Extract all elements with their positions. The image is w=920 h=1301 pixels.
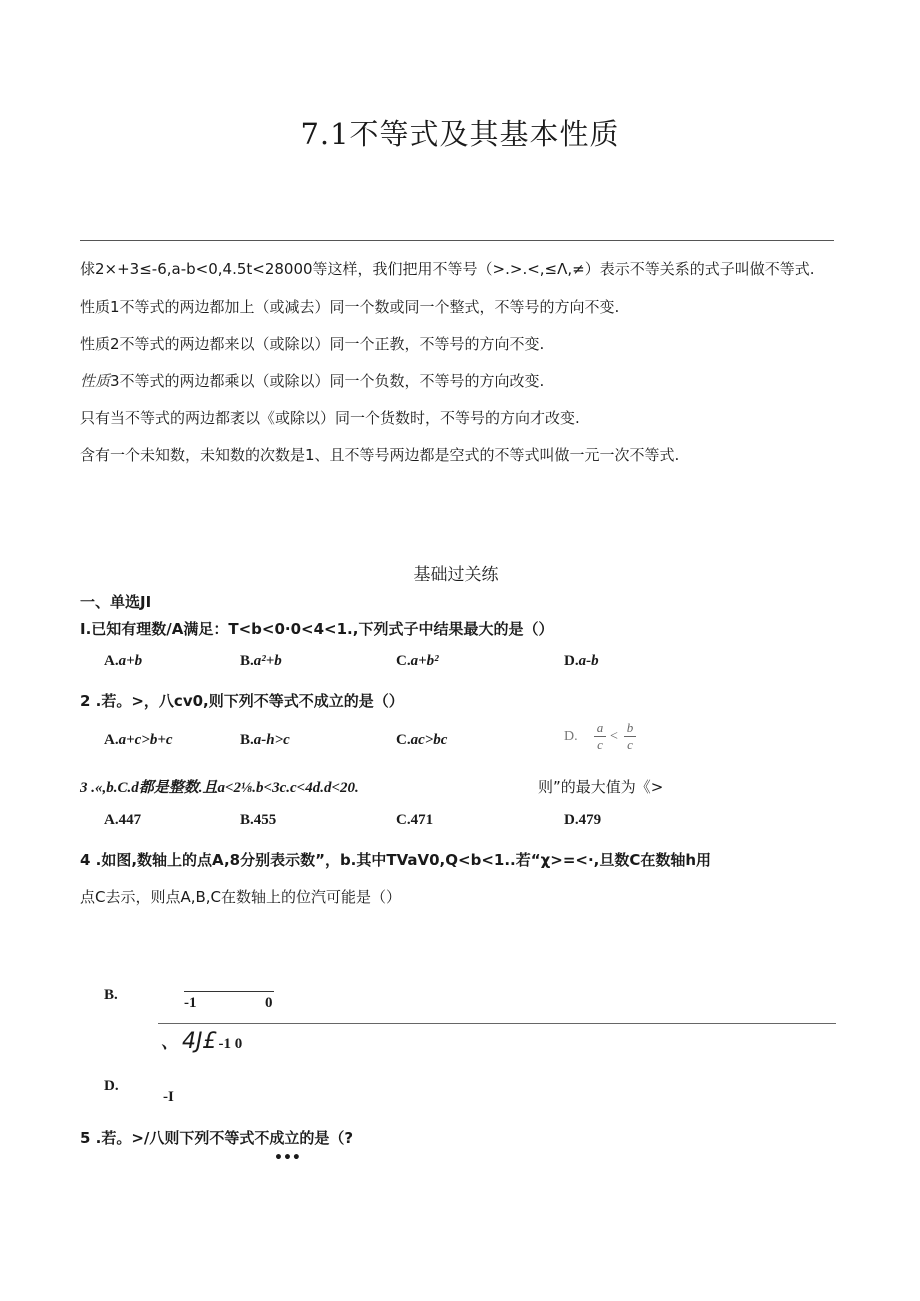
summary-line-5: 只有当不等式的两边都袤以《或除以）同一个货数时，不等号的方向才改变. — [80, 409, 580, 427]
q2-option-d — [564, 720, 644, 760]
summary-line-4-text: 3不等式的两边都乘以（或除以）同一个负数，不等号的方向改变. — [110, 372, 545, 390]
q3-option-c: C.471 — [396, 812, 434, 828]
q2-option-b: B.a-h>c — [240, 732, 290, 748]
page-title: 7.1不等式及其基本性质 — [300, 117, 620, 151]
q4-long-axis-line — [158, 1023, 836, 1024]
q1-option-b: B.a²+b — [240, 653, 282, 669]
section-title: 基础过关练 — [413, 565, 499, 585]
q3-option-b: B.455 — [240, 812, 277, 828]
q3-option-d: D.479 — [564, 812, 602, 828]
summary-line-1: 俅2×+3≤-6,a-b<0,4.5t<28000等这样，我们把用不等号（>.>.<,≤Λ,≠）表示不等关系的式子叫做不等式. — [80, 260, 815, 278]
q3-option-a: A.447 — [104, 812, 142, 828]
summary-line-2: 性质1不等式的两边都加上（或减去）同一个数或同一个整式，不等号的方向不变. — [80, 298, 620, 316]
summary-line-6: 含有一个未知数，未知数的次数是1、且不等号两边都是空式的不等式叫做一元一次不等式. — [80, 446, 680, 464]
q4-option-d-label: D. — [104, 1078, 119, 1094]
q1-stem: I.已知有理数/A满足：T<b<0·0<4<1.,下列式子中结果最大的是（） — [80, 620, 554, 638]
part-heading: 一、单选JI — [80, 593, 152, 611]
summary-line-4 — [80, 370, 544, 391]
q3-stem-tail: 则”的最大值为《> — [538, 778, 664, 796]
q5-dots: ••• — [274, 1150, 301, 1166]
summary-line-3: 性质2不等式的两边都来以（或除以）同一个正教，不等号的方向不变. — [80, 335, 545, 353]
q4-stem-line-1: 4 .如图,数轴上的点A,8分别表示数”，b.其中TVaV0,Q<b<1..若“χ>=<·,旦数C在数轴h用 — [80, 851, 712, 869]
q1-option-c: C.a+b² — [396, 653, 439, 669]
q3-stem: 3 .«,b.C.d都是整数.且a<2⅛.b<3c.c<4d.d<20. — [80, 780, 359, 796]
q5-stem: 5 .若。>/八则下列不等式不成立的是（? — [80, 1129, 354, 1147]
q4-axis-b-right-tick: 0 — [265, 995, 273, 1011]
q2-less-than: < — [610, 729, 618, 744]
q1-option-d: D.a-b — [564, 653, 599, 669]
q4-option-b-label: B. — [104, 987, 118, 1003]
q2-stem: 2 .若。>，八cv0,则下列不等式不成立的是（） — [80, 692, 404, 710]
q4-axis-b-line — [184, 991, 274, 992]
q2-fraction-1: $\frac{a}{c}$ — [594, 720, 606, 753]
header-divider — [80, 240, 834, 241]
q4-axis-d-label: -I — [163, 1089, 174, 1105]
q4-axis-b-left-tick: -1 — [184, 995, 197, 1011]
q2-option-c: C.ac>bc — [396, 732, 448, 748]
q2-option-a: A.a+c>b+c — [104, 732, 173, 748]
summary-italic-prefix: 性质 — [80, 372, 111, 390]
q4-stem-line-2: 点C去示，则点A,B,C在数轴上的位汽可能是（） — [80, 888, 402, 906]
q2-fraction-2: $\frac{b}{c}$ — [624, 720, 636, 753]
q4-garbled-axis-text: 、4J£ -1 0 — [160, 1029, 243, 1054]
q2-option-d-label: D. — [564, 729, 578, 744]
q1-option-a: A.a+b — [104, 653, 143, 669]
